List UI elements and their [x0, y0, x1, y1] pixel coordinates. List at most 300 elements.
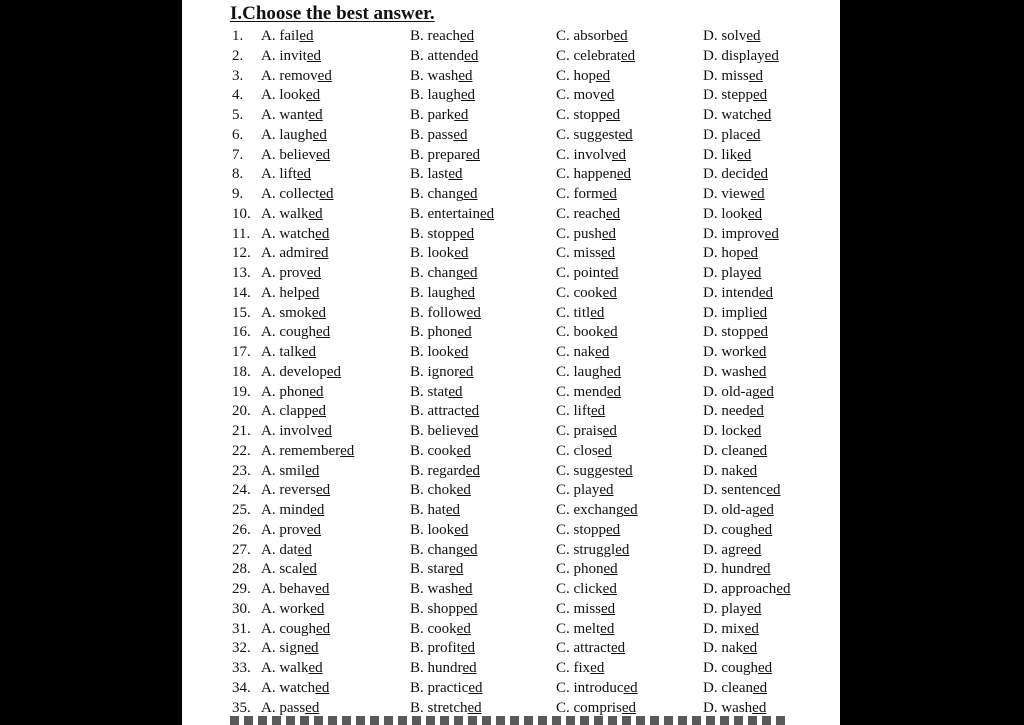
option-stem: D. intend: [703, 284, 759, 301]
underlined-ending: ed: [302, 561, 317, 578]
underlined-ending: ed: [448, 383, 463, 400]
underlined-ending: ed: [456, 620, 471, 637]
option-c: [556, 264, 619, 284]
underlined-ending: ed: [317, 67, 332, 84]
underlined-ending: ed: [753, 166, 768, 183]
option-c: [556, 244, 615, 264]
option-b: [410, 264, 478, 284]
option-stem: D. solv: [703, 28, 747, 44]
underlined-ending: ed: [308, 205, 323, 222]
underlined-ending: ed: [297, 541, 312, 558]
option-b: [410, 620, 471, 640]
option-stem: D. nak: [703, 640, 743, 657]
option-b: [410, 422, 478, 442]
underlined-ending: ed: [602, 186, 617, 202]
option-a: [261, 679, 329, 699]
option-stem: C. clos: [556, 442, 598, 459]
option-stem: C. celebrat: [556, 47, 621, 64]
underlined-ending: ed: [615, 541, 630, 558]
underlined-ending: ed: [340, 442, 355, 459]
question-row: [182, 67, 840, 87]
underlined-ending: ed: [456, 482, 471, 499]
option-stem: B. pass: [410, 126, 454, 143]
underlined-ending: ed: [326, 363, 341, 380]
option-stem: A. revers: [261, 482, 316, 499]
option-stem: D. nak: [703, 462, 743, 479]
option-d: [703, 501, 774, 521]
option-stem: D. display: [703, 47, 765, 64]
option-b: [410, 225, 474, 245]
option-stem: D. miss: [703, 67, 749, 84]
underlined-ending: ed: [776, 581, 791, 597]
option-stem: D. stopp: [703, 324, 754, 341]
question-row: [182, 402, 840, 422]
option-stem: C. book: [556, 324, 604, 341]
option-stem: C. miss: [556, 600, 602, 617]
option-stem: B. laugh: [410, 284, 461, 301]
option-c: [556, 304, 604, 324]
option-d: [703, 205, 762, 225]
underlined-ending: ed: [466, 304, 481, 321]
option-d: [703, 27, 761, 47]
option-stem: B. chok: [410, 482, 457, 499]
underlined-ending: ed: [308, 660, 323, 676]
option-stem: A. mind: [261, 502, 311, 518]
underlined-ending: ed: [311, 403, 326, 420]
underlined-ending: ed: [620, 47, 636, 64]
option-b: [410, 481, 471, 501]
question-number: 17.: [232, 344, 251, 360]
option-a: [261, 620, 330, 640]
underlined-ending: ed: [743, 245, 759, 262]
option-c: [556, 521, 620, 541]
option-stem: D. agre: [703, 541, 748, 558]
option-stem: B. laugh: [410, 87, 461, 104]
option-stem: A. behav: [261, 581, 316, 597]
option-stem: C. form: [556, 186, 603, 202]
option-b: [410, 363, 473, 383]
option-c: [556, 165, 631, 185]
underlined-ending: ed: [306, 265, 321, 281]
option-b: [410, 442, 471, 462]
underlined-ending: ed: [479, 205, 495, 222]
option-stem: D. cough: [703, 521, 758, 538]
question-row: [182, 639, 840, 659]
option-stem: A. help: [261, 284, 306, 301]
underlined-ending: ed: [460, 284, 476, 301]
option-stem: C. click: [556, 581, 603, 597]
option-b: [410, 86, 475, 106]
option-stem: B. profit: [410, 640, 461, 657]
option-stem: C. compris: [556, 699, 622, 716]
option-c: [556, 679, 638, 699]
option-stem: A. clapp: [261, 403, 312, 420]
option-b: [410, 146, 480, 166]
underlined-ending: ed: [749, 403, 764, 420]
underlined-ending: ed: [304, 640, 319, 657]
option-stem: D. work: [703, 344, 753, 360]
underlined-ending: ed: [747, 600, 762, 617]
underlined-ending: ed: [623, 502, 638, 518]
underlined-ending: ed: [463, 265, 478, 281]
option-stem: D. cough: [703, 660, 758, 676]
underlined-ending: ed: [605, 205, 621, 222]
underlined-ending: ed: [753, 304, 768, 321]
option-d: [703, 363, 766, 383]
underlined-ending: ed: [453, 126, 468, 143]
question-number: 23.: [232, 462, 251, 479]
option-stem: C. stopp: [556, 521, 607, 538]
question-row: [182, 185, 840, 205]
option-stem: D. play: [703, 600, 748, 617]
option-a: [261, 402, 326, 422]
option-stem: A. walk: [261, 205, 309, 222]
option-stem: A. work: [261, 600, 311, 617]
question-number: 11.: [232, 225, 251, 242]
option-d: [703, 304, 767, 324]
underlined-ending: ed: [606, 363, 622, 380]
underlined-ending: ed: [764, 225, 779, 242]
underlined-ending: ed: [457, 324, 472, 341]
underlined-ending: ed: [600, 620, 615, 637]
option-stem: A. dat: [261, 541, 298, 558]
option-stem: A. involv: [261, 423, 318, 439]
option-stem: A. phon: [261, 383, 310, 400]
question-row: [182, 541, 840, 561]
option-stem: A. lift: [261, 166, 297, 183]
option-d: [703, 560, 771, 580]
option-stem: A. believ: [261, 146, 316, 163]
option-stem: D. hundr: [703, 561, 757, 578]
option-b: [410, 679, 482, 699]
question-row: [182, 600, 840, 620]
option-c: [556, 422, 617, 442]
option-c: [556, 580, 617, 600]
underlined-ending: ed: [460, 640, 476, 657]
question-number: 12.: [232, 245, 251, 262]
option-stem: A. cough: [261, 620, 316, 637]
option-b: [410, 126, 468, 146]
underlined-ending: ed: [604, 265, 619, 281]
option-stem: B. regard: [410, 462, 466, 479]
option-stem: D. plac: [703, 126, 747, 143]
option-c: [556, 126, 633, 146]
underlined-ending: ed: [316, 620, 331, 637]
option-stem: A. admir: [261, 245, 315, 262]
option-a: [261, 560, 317, 580]
option-stem: A. look: [261, 87, 306, 104]
question-row: [182, 284, 840, 304]
underlined-ending: ed: [454, 107, 469, 123]
option-c: [556, 225, 616, 245]
underlined-ending: ed: [601, 600, 616, 617]
question-number: 29.: [232, 581, 251, 597]
option-stem: C. mend: [556, 383, 607, 400]
underlined-ending: ed: [462, 660, 477, 676]
option-stem: B. reach: [410, 28, 460, 44]
option-stem: A. smil: [261, 462, 306, 479]
option-a: [261, 501, 324, 521]
option-stem: B. follow: [410, 304, 467, 321]
option-stem: D. wash: [703, 699, 753, 716]
option-a: [261, 225, 329, 245]
option-stem: B. last: [410, 166, 449, 183]
option-stem: B. look: [410, 344, 455, 360]
option-stem: C. absorb: [556, 28, 614, 44]
option-d: [703, 47, 779, 67]
underlined-ending: ed: [464, 47, 479, 64]
question-number: 34.: [232, 679, 251, 696]
option-b: [410, 501, 460, 521]
option-stem: D. stepp: [703, 87, 753, 104]
underlined-ending: ed: [309, 383, 324, 400]
question-row: [182, 264, 840, 284]
question-number: 24.: [232, 482, 251, 499]
option-b: [410, 560, 463, 580]
option-c: [556, 323, 618, 343]
underlined-ending: ed: [752, 344, 767, 360]
question-number: 7.: [232, 146, 244, 163]
underlined-ending: ed: [448, 166, 463, 183]
underlined-ending: ed: [758, 660, 773, 676]
underlined-ending: ed: [316, 324, 331, 341]
underlined-ending: ed: [306, 521, 321, 538]
option-a: [261, 580, 329, 600]
underlined-ending: ed: [463, 541, 478, 558]
option-d: [703, 659, 772, 679]
question-row: [182, 146, 840, 166]
question-number: 21.: [232, 423, 251, 439]
option-stem: D. old-ag: [703, 502, 760, 518]
option-b: [410, 659, 477, 679]
underlined-ending: ed: [596, 67, 611, 84]
option-c: [556, 462, 633, 482]
underlined-ending: ed: [623, 679, 638, 696]
question-row: [182, 205, 840, 225]
option-stem: A. pass: [261, 699, 306, 716]
underlined-ending: ed: [463, 600, 478, 617]
option-stem: B. attract: [410, 403, 465, 420]
underlined-ending: ed: [748, 67, 764, 84]
option-c: [556, 639, 625, 659]
option-d: [703, 679, 767, 699]
option-d: [703, 521, 772, 541]
question-row: [182, 580, 840, 600]
option-stem: D. clean: [703, 679, 753, 696]
question-list: [182, 27, 840, 718]
option-b: [410, 343, 468, 363]
option-stem: B. chang: [410, 541, 464, 558]
option-a: [261, 659, 323, 679]
question-number: 15.: [232, 304, 251, 321]
underlined-ending: ed: [454, 344, 469, 360]
underlined-ending: ed: [759, 502, 774, 518]
underlined-ending: ed: [310, 502, 325, 518]
underlined-ending: ed: [445, 502, 461, 518]
option-a: [261, 67, 332, 87]
option-stem: B. stopp: [410, 225, 461, 242]
underlined-ending: ed: [449, 561, 464, 578]
option-d: [703, 639, 757, 659]
option-d: [703, 106, 771, 126]
underlined-ending: ed: [601, 245, 616, 262]
option-a: [261, 343, 316, 363]
option-a: [261, 126, 327, 146]
option-stem: C. push: [556, 225, 602, 242]
option-d: [703, 244, 758, 264]
option-a: [261, 165, 311, 185]
option-c: [556, 185, 617, 205]
question-number: 16.: [232, 324, 251, 341]
option-stem: B. believ: [410, 423, 465, 439]
underlined-ending: ed: [611, 146, 627, 163]
option-d: [703, 323, 768, 343]
underlined-ending: ed: [753, 87, 768, 104]
question-row: [182, 560, 840, 580]
option-stem: C. cook: [556, 284, 603, 301]
option-stem: B. practic: [410, 679, 469, 696]
option-c: [556, 402, 605, 422]
underlined-ending: ed: [312, 126, 327, 143]
option-stem: A. laugh: [261, 126, 313, 143]
option-b: [410, 165, 463, 185]
underlined-ending: ed: [606, 521, 621, 538]
option-b: [410, 402, 479, 422]
question-row: [182, 501, 840, 521]
option-stem: C. suggest: [556, 462, 619, 479]
option-stem: C. exchang: [556, 502, 624, 518]
question-number: 19.: [232, 383, 251, 400]
question-row: [182, 383, 840, 403]
question-number: 22.: [232, 442, 251, 459]
question-number: 8.: [232, 166, 244, 183]
option-stem: D. need: [703, 403, 750, 420]
question-row: [182, 521, 840, 541]
underlined-ending: ed: [603, 324, 618, 341]
option-a: [261, 264, 321, 284]
option-stem: B. wash: [410, 67, 459, 84]
underlined-ending: ed: [747, 541, 762, 558]
option-stem: A. prov: [261, 265, 307, 281]
option-stem: C. phon: [556, 561, 604, 578]
underlined-ending: ed: [616, 166, 631, 183]
option-stem: D. watch: [703, 107, 758, 123]
underlined-ending: ed: [315, 581, 330, 597]
option-stem: A. develop: [261, 363, 327, 380]
option-b: [410, 462, 480, 482]
underlined-ending: ed: [601, 225, 617, 242]
question-row: [182, 86, 840, 106]
option-b: [410, 284, 475, 304]
option-stem: A. talk: [261, 344, 302, 360]
underlined-ending: ed: [454, 245, 469, 262]
underlined-ending: ed: [305, 699, 320, 716]
worksheet-page: [182, 0, 840, 725]
option-stem: B. phon: [410, 324, 458, 341]
underlined-ending: ed: [603, 561, 618, 578]
underlined-ending: ed: [752, 363, 767, 380]
option-stem: C. reach: [556, 205, 606, 222]
option-a: [261, 600, 324, 620]
underlined-ending: ed: [311, 304, 327, 321]
option-d: [703, 225, 779, 245]
option-stem: C. miss: [556, 245, 602, 262]
underlined-ending: ed: [753, 324, 769, 341]
underlined-ending: ed: [315, 679, 330, 696]
underlined-ending: ed: [310, 600, 325, 617]
option-c: [556, 363, 621, 383]
option-stem: A. remov: [261, 67, 318, 84]
underlined-ending: ed: [600, 87, 615, 104]
option-stem: D. sentenc: [703, 482, 767, 499]
underlined-ending: ed: [746, 28, 761, 44]
option-stem: A. remember: [261, 442, 341, 459]
underlined-ending: ed: [464, 403, 480, 420]
underlined-ending: ed: [305, 462, 320, 479]
option-d: [703, 402, 764, 422]
question-row: [182, 481, 840, 501]
option-stem: D. look: [703, 205, 748, 222]
option-d: [703, 462, 757, 482]
option-stem: A. walk: [261, 660, 309, 676]
question-row: [182, 47, 840, 67]
option-b: [410, 580, 473, 600]
underlined-ending: ed: [306, 87, 321, 104]
option-stem: A. watch: [261, 225, 316, 242]
underlined-ending: ed: [757, 107, 772, 123]
question-row: [182, 363, 840, 383]
option-stem: B. chang: [410, 265, 464, 281]
option-c: [556, 501, 638, 521]
underlined-ending: ed: [597, 442, 612, 459]
question-row: [182, 323, 840, 343]
underlined-ending: ed: [766, 482, 781, 499]
question-number: 31.: [232, 620, 251, 637]
option-d: [703, 264, 761, 284]
underlined-ending: ed: [747, 423, 762, 439]
option-b: [410, 639, 475, 659]
option-stem: B. wash: [410, 581, 459, 597]
underlined-ending: ed: [468, 679, 483, 696]
option-stem: A. collect: [261, 186, 320, 202]
underlined-ending: ed: [764, 47, 779, 64]
option-d: [703, 541, 761, 561]
option-a: [261, 521, 321, 541]
option-c: [556, 481, 614, 501]
option-stem: C. titl: [556, 304, 591, 321]
underlined-ending: ed: [463, 186, 478, 202]
option-stem: A. sign: [261, 640, 305, 657]
question-number: 20.: [232, 403, 251, 420]
option-stem: B. ignor: [410, 363, 460, 380]
question-number: 33.: [232, 660, 251, 676]
underlined-ending: ed: [602, 423, 617, 439]
underlined-ending: ed: [750, 186, 765, 202]
option-stem: D. lik: [703, 146, 738, 163]
question-row: [182, 106, 840, 126]
option-b: [410, 521, 468, 541]
option-stem: B. stretch: [410, 699, 468, 716]
option-a: [261, 106, 323, 126]
option-stem: A. scal: [261, 561, 303, 578]
option-stem: B. look: [410, 245, 455, 262]
option-a: [261, 185, 333, 205]
option-b: [410, 47, 478, 67]
option-c: [556, 620, 614, 640]
question-number: 28.: [232, 561, 251, 578]
option-stem: B. hundr: [410, 660, 463, 676]
option-stem: D. clean: [703, 442, 753, 459]
